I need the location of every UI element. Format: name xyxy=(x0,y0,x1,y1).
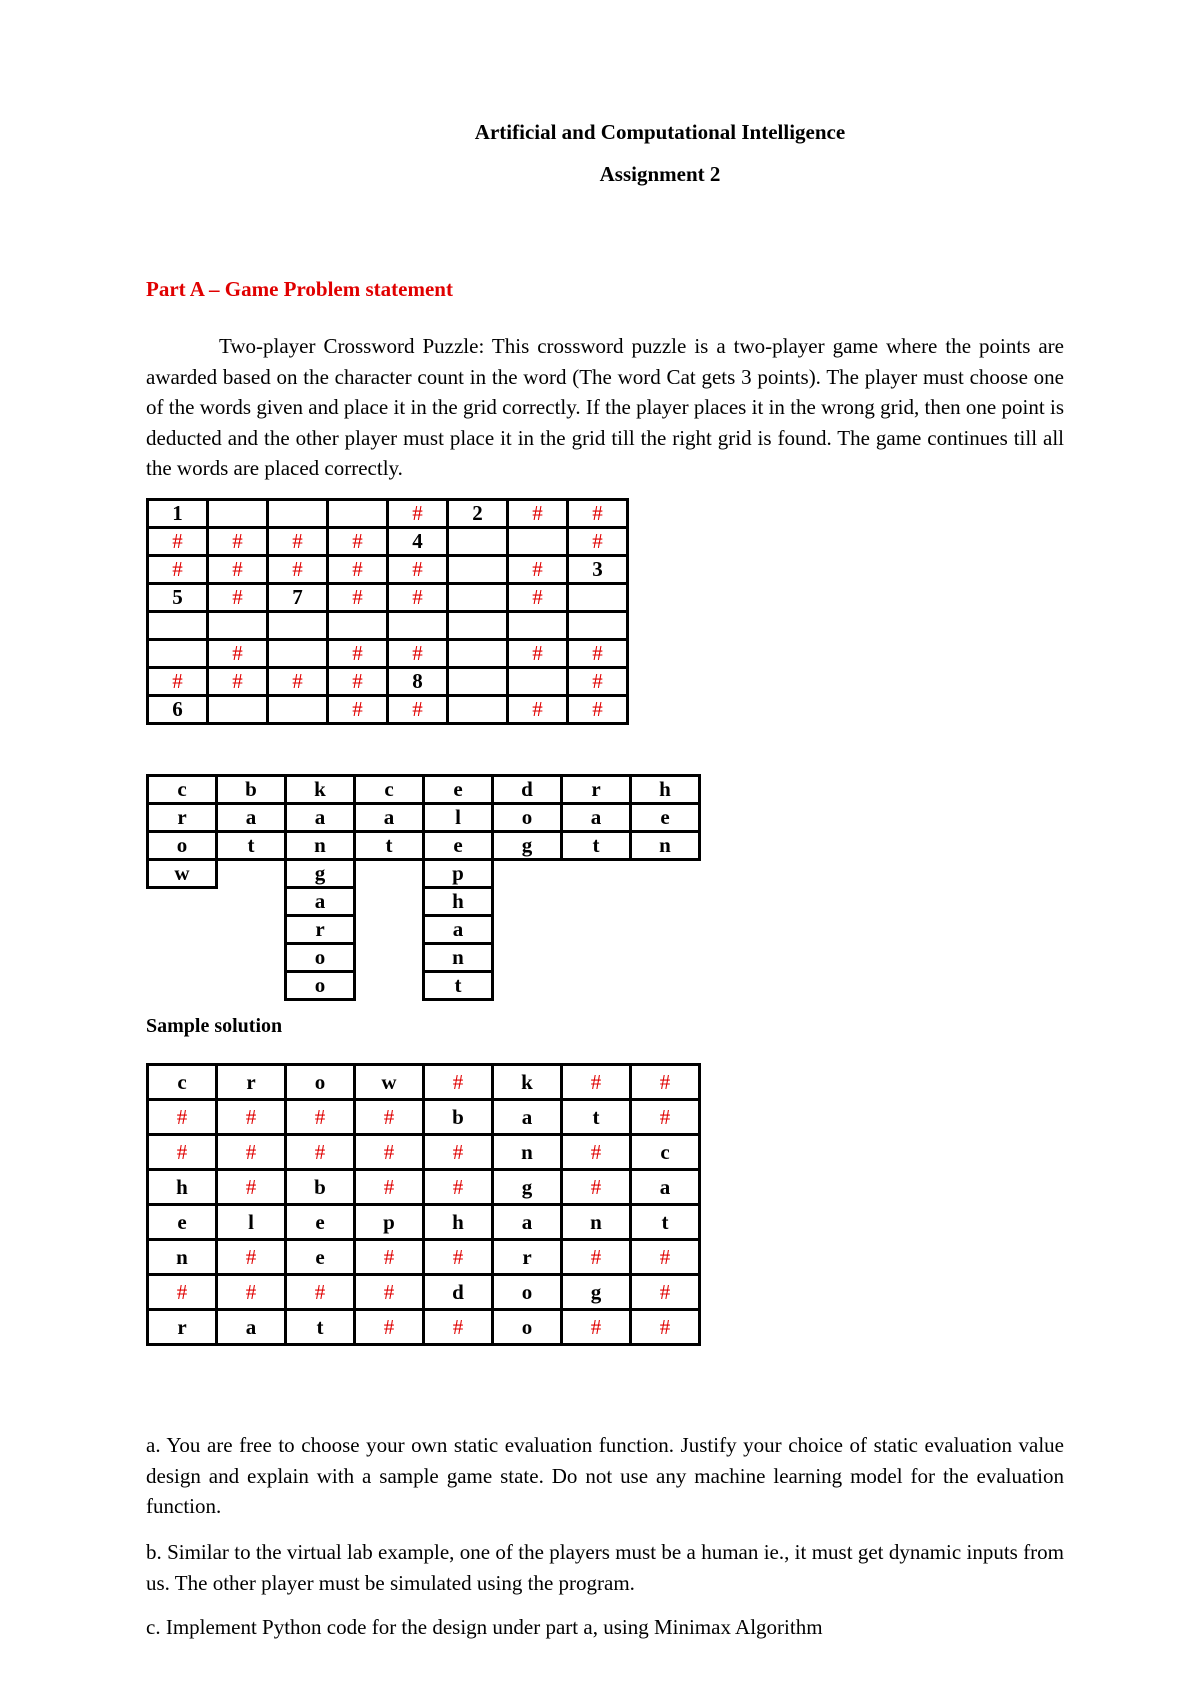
grid-cell: # xyxy=(208,528,268,556)
grid-cell: h xyxy=(424,1205,493,1240)
grid-cell: # xyxy=(268,528,328,556)
grid-cell: # xyxy=(562,1065,631,1100)
grid-cell: # xyxy=(562,1170,631,1205)
grid-cell xyxy=(208,696,268,724)
grid-cell: g xyxy=(493,832,562,860)
grid-cell: o xyxy=(286,972,355,1000)
grid-cell: e xyxy=(631,804,700,832)
grid-cell: # xyxy=(631,1100,700,1135)
grid-cell: c xyxy=(355,776,424,804)
empty-space xyxy=(217,972,286,1000)
grid-cell: h xyxy=(424,888,493,916)
grid-row xyxy=(148,528,628,556)
grid-row xyxy=(148,1240,700,1275)
grid-cell: # xyxy=(286,1100,355,1135)
question-c: c. Implement Python code for the design under part a, using Minimax Algorithm xyxy=(146,1615,823,1639)
grid-cell xyxy=(208,500,268,528)
question-a: a. You are free to choose your own static evaluation function. Justify your choice of static evaluation value design and explain with a sample game state. Do not use any machine learning model for the evaluation function. xyxy=(146,1433,1064,1518)
grid-cell: # xyxy=(568,500,628,528)
grid-cell: r xyxy=(562,776,631,804)
grid-cell: # xyxy=(355,1275,424,1310)
grid-cell: # xyxy=(328,556,388,584)
grid-cell: # xyxy=(508,640,568,668)
grid-row xyxy=(148,500,628,528)
grid-cell: # xyxy=(388,500,448,528)
empty-space xyxy=(562,860,631,888)
grid-cell: b xyxy=(286,1170,355,1205)
grid-cell: e xyxy=(286,1240,355,1275)
grid-cell xyxy=(448,556,508,584)
word-list-grid xyxy=(146,774,701,1001)
grid-cell: w xyxy=(148,860,217,888)
grid-cell: # xyxy=(328,584,388,612)
grid-row xyxy=(148,832,700,860)
grid-cell: e xyxy=(148,1205,217,1240)
grid-cell: 8 xyxy=(388,668,448,696)
grid-row xyxy=(148,776,700,804)
grid-cell: # xyxy=(631,1310,700,1345)
grid-cell: 2 xyxy=(448,500,508,528)
grid-cell: # xyxy=(631,1065,700,1100)
empty-space xyxy=(217,888,286,916)
grid-cell: # xyxy=(424,1240,493,1275)
grid-cell: l xyxy=(424,804,493,832)
grid-row xyxy=(148,556,628,584)
question-b: b. Similar to the virtual lab example, one of the players must be a human ie., it must get dynamic inputs from us. The other player must be simulated using the program. xyxy=(146,1540,1064,1595)
grid-cell: # xyxy=(508,500,568,528)
empty-space xyxy=(217,944,286,972)
grid-cell: t xyxy=(355,832,424,860)
grid-cell xyxy=(568,612,628,640)
grid-cell: # xyxy=(355,1100,424,1135)
grid-cell xyxy=(328,500,388,528)
grid-cell: # xyxy=(424,1170,493,1205)
grid-cell: g xyxy=(562,1275,631,1310)
grid-cell: h xyxy=(148,1170,217,1205)
grid-cell: # xyxy=(328,640,388,668)
grid-row xyxy=(148,1170,700,1205)
grid-cell xyxy=(328,612,388,640)
grid-cell: # xyxy=(217,1275,286,1310)
grid-cell: # xyxy=(148,528,208,556)
empty-space xyxy=(562,944,631,972)
grid-cell: # xyxy=(424,1065,493,1100)
grid-row xyxy=(148,1065,700,1100)
grid-cell: # xyxy=(568,668,628,696)
grid-cell: t xyxy=(217,832,286,860)
grid-cell: o xyxy=(286,944,355,972)
grid-cell: a xyxy=(355,804,424,832)
grid-row xyxy=(148,1135,700,1170)
grid-row xyxy=(148,668,628,696)
grid-row xyxy=(148,1100,700,1135)
grid-cell: # xyxy=(217,1100,286,1135)
empty-space xyxy=(631,944,700,972)
grid-cell: 3 xyxy=(568,556,628,584)
grid-cell: p xyxy=(424,860,493,888)
grid-cell: # xyxy=(424,1135,493,1170)
grid-cell: r xyxy=(217,1065,286,1100)
document-title: Artificial and Computational Intelligence xyxy=(474,120,846,144)
grid-cell: e xyxy=(424,776,493,804)
grid-row xyxy=(148,804,700,832)
grid-cell: # xyxy=(568,696,628,724)
grid-cell: n xyxy=(631,832,700,860)
grid-cell: t xyxy=(424,972,493,1000)
grid-cell xyxy=(448,584,508,612)
grid-cell: # xyxy=(148,1135,217,1170)
grid-cell: # xyxy=(424,1310,493,1345)
empty-space xyxy=(148,944,217,972)
grid-cell: d xyxy=(424,1275,493,1310)
grid-cell: a xyxy=(217,804,286,832)
grid-row xyxy=(148,1310,700,1345)
grid-cell: o xyxy=(493,804,562,832)
empty-space xyxy=(631,916,700,944)
empty-space xyxy=(631,972,700,1000)
grid-cell xyxy=(448,528,508,556)
grid-cell: g xyxy=(493,1170,562,1205)
grid-cell xyxy=(448,668,508,696)
grid-cell: # xyxy=(328,528,388,556)
grid-cell: # xyxy=(148,556,208,584)
grid-row xyxy=(148,916,700,944)
grid-cell: r xyxy=(493,1240,562,1275)
grid-cell: # xyxy=(388,696,448,724)
grid-row xyxy=(148,612,628,640)
grid-cell: # xyxy=(562,1310,631,1345)
empty-space xyxy=(148,972,217,1000)
grid-cell xyxy=(268,640,328,668)
grid-cell: h xyxy=(631,776,700,804)
grid-row xyxy=(148,1275,700,1310)
grid-cell xyxy=(148,640,208,668)
grid-cell: t xyxy=(562,1100,631,1135)
grid-row xyxy=(148,584,628,612)
grid-row xyxy=(148,640,628,668)
grid-row xyxy=(148,860,700,888)
grid-cell: d xyxy=(493,776,562,804)
grid-cell: g xyxy=(286,860,355,888)
grid-cell: c xyxy=(148,776,217,804)
grid-row xyxy=(148,1205,700,1240)
grid-cell: # xyxy=(631,1240,700,1275)
grid-cell xyxy=(568,584,628,612)
grid-cell: # xyxy=(328,668,388,696)
grid-cell: # xyxy=(217,1135,286,1170)
grid-row xyxy=(148,972,700,1000)
empty-space xyxy=(562,916,631,944)
grid-cell: a xyxy=(631,1170,700,1205)
grid-cell: a xyxy=(493,1205,562,1240)
grid-cell: w xyxy=(355,1065,424,1100)
grid-cell: # xyxy=(562,1240,631,1275)
empty-space xyxy=(355,972,424,1000)
grid-cell: t xyxy=(286,1310,355,1345)
document-subtitle: Assignment 2 xyxy=(599,162,721,186)
grid-cell: o xyxy=(493,1275,562,1310)
grid-cell: a xyxy=(493,1100,562,1135)
grid-cell: p xyxy=(355,1205,424,1240)
grid-cell: # xyxy=(268,668,328,696)
empty-space xyxy=(217,916,286,944)
grid-cell: r xyxy=(148,1310,217,1345)
grid-row xyxy=(148,888,700,916)
grid-cell xyxy=(508,612,568,640)
grid-cell: # xyxy=(148,668,208,696)
grid-cell: # xyxy=(208,556,268,584)
grid-cell: # xyxy=(286,1135,355,1170)
grid-cell: 7 xyxy=(268,584,328,612)
grid-cell: # xyxy=(388,556,448,584)
crossword-puzzle-grid xyxy=(146,498,629,725)
grid-cell: # xyxy=(508,696,568,724)
grid-cell: # xyxy=(148,1275,217,1310)
grid-cell xyxy=(268,500,328,528)
empty-space xyxy=(217,860,286,888)
grid-cell: # xyxy=(148,1100,217,1135)
empty-space xyxy=(148,888,217,916)
grid-cell: # xyxy=(631,1275,700,1310)
sample-solution-grid xyxy=(146,1063,701,1346)
grid-cell: # xyxy=(388,640,448,668)
grid-cell: # xyxy=(268,556,328,584)
grid-cell: n xyxy=(286,832,355,860)
grid-cell: # xyxy=(355,1310,424,1345)
grid-cell: c xyxy=(148,1065,217,1100)
empty-space xyxy=(493,972,562,1000)
grid-cell xyxy=(388,612,448,640)
empty-space xyxy=(631,860,700,888)
part-a-heading: Part A – Game Problem statement xyxy=(146,277,453,301)
grid-cell: # xyxy=(355,1170,424,1205)
grid-cell: l xyxy=(217,1205,286,1240)
empty-space xyxy=(148,916,217,944)
grid-row xyxy=(148,696,628,724)
grid-cell xyxy=(508,668,568,696)
grid-cell: # xyxy=(355,1135,424,1170)
grid-cell xyxy=(448,696,508,724)
empty-space xyxy=(355,860,424,888)
grid-cell: # xyxy=(388,584,448,612)
grid-cell: n xyxy=(424,944,493,972)
empty-space xyxy=(562,888,631,916)
grid-cell: k xyxy=(493,1065,562,1100)
grid-cell xyxy=(448,640,508,668)
grid-cell: c xyxy=(631,1135,700,1170)
grid-cell: # xyxy=(208,584,268,612)
grid-cell xyxy=(148,612,208,640)
grid-cell: n xyxy=(562,1205,631,1240)
grid-cell xyxy=(448,612,508,640)
grid-cell: a xyxy=(562,804,631,832)
grid-cell: o xyxy=(286,1065,355,1100)
grid-cell: # xyxy=(508,584,568,612)
grid-cell: # xyxy=(562,1135,631,1170)
grid-cell: # xyxy=(508,556,568,584)
grid-cell: t xyxy=(562,832,631,860)
problem-statement: Two-player Crossword Puzzle: This crossword puzzle is a two-player game where the points are awarded based on the character count in the word (The word Cat gets 3 points). The player must choose one of the words given and place it in the grid correctly. If the player places it in the wrong grid, then one point is deducted and the other player must place it in the grid till the right grid is found. The game continues till all the words are placed correctly. xyxy=(146,334,1064,480)
grid-cell: a xyxy=(424,916,493,944)
grid-cell: n xyxy=(493,1135,562,1170)
empty-space xyxy=(493,944,562,972)
grid-cell: k xyxy=(286,776,355,804)
empty-space xyxy=(355,888,424,916)
sample-solution-label: Sample solution xyxy=(146,1015,283,1037)
grid-row xyxy=(148,944,700,972)
empty-space xyxy=(493,916,562,944)
grid-cell: # xyxy=(328,696,388,724)
grid-cell: o xyxy=(493,1310,562,1345)
grid-cell: r xyxy=(286,916,355,944)
grid-cell: 4 xyxy=(388,528,448,556)
empty-space xyxy=(355,916,424,944)
grid-cell xyxy=(268,696,328,724)
grid-cell: t xyxy=(631,1205,700,1240)
grid-cell: b xyxy=(217,776,286,804)
empty-space xyxy=(493,860,562,888)
grid-cell: 1 xyxy=(148,500,208,528)
grid-cell: 6 xyxy=(148,696,208,724)
grid-cell: r xyxy=(148,804,217,832)
grid-cell: n xyxy=(148,1240,217,1275)
grid-cell: b xyxy=(424,1100,493,1135)
empty-space xyxy=(562,972,631,1000)
grid-cell: o xyxy=(148,832,217,860)
grid-cell: e xyxy=(424,832,493,860)
grid-cell: # xyxy=(568,640,628,668)
grid-cell: 5 xyxy=(148,584,208,612)
empty-space xyxy=(493,888,562,916)
grid-cell: # xyxy=(208,668,268,696)
grid-cell: a xyxy=(286,888,355,916)
grid-cell: # xyxy=(217,1240,286,1275)
grid-cell: # xyxy=(208,640,268,668)
grid-cell xyxy=(268,612,328,640)
empty-space xyxy=(631,888,700,916)
grid-cell: e xyxy=(286,1205,355,1240)
grid-cell: # xyxy=(217,1170,286,1205)
grid-cell xyxy=(208,612,268,640)
grid-cell: a xyxy=(286,804,355,832)
grid-cell: # xyxy=(568,528,628,556)
grid-cell: a xyxy=(217,1310,286,1345)
empty-space xyxy=(355,944,424,972)
grid-cell: # xyxy=(286,1275,355,1310)
grid-cell xyxy=(508,528,568,556)
grid-cell: # xyxy=(355,1240,424,1275)
